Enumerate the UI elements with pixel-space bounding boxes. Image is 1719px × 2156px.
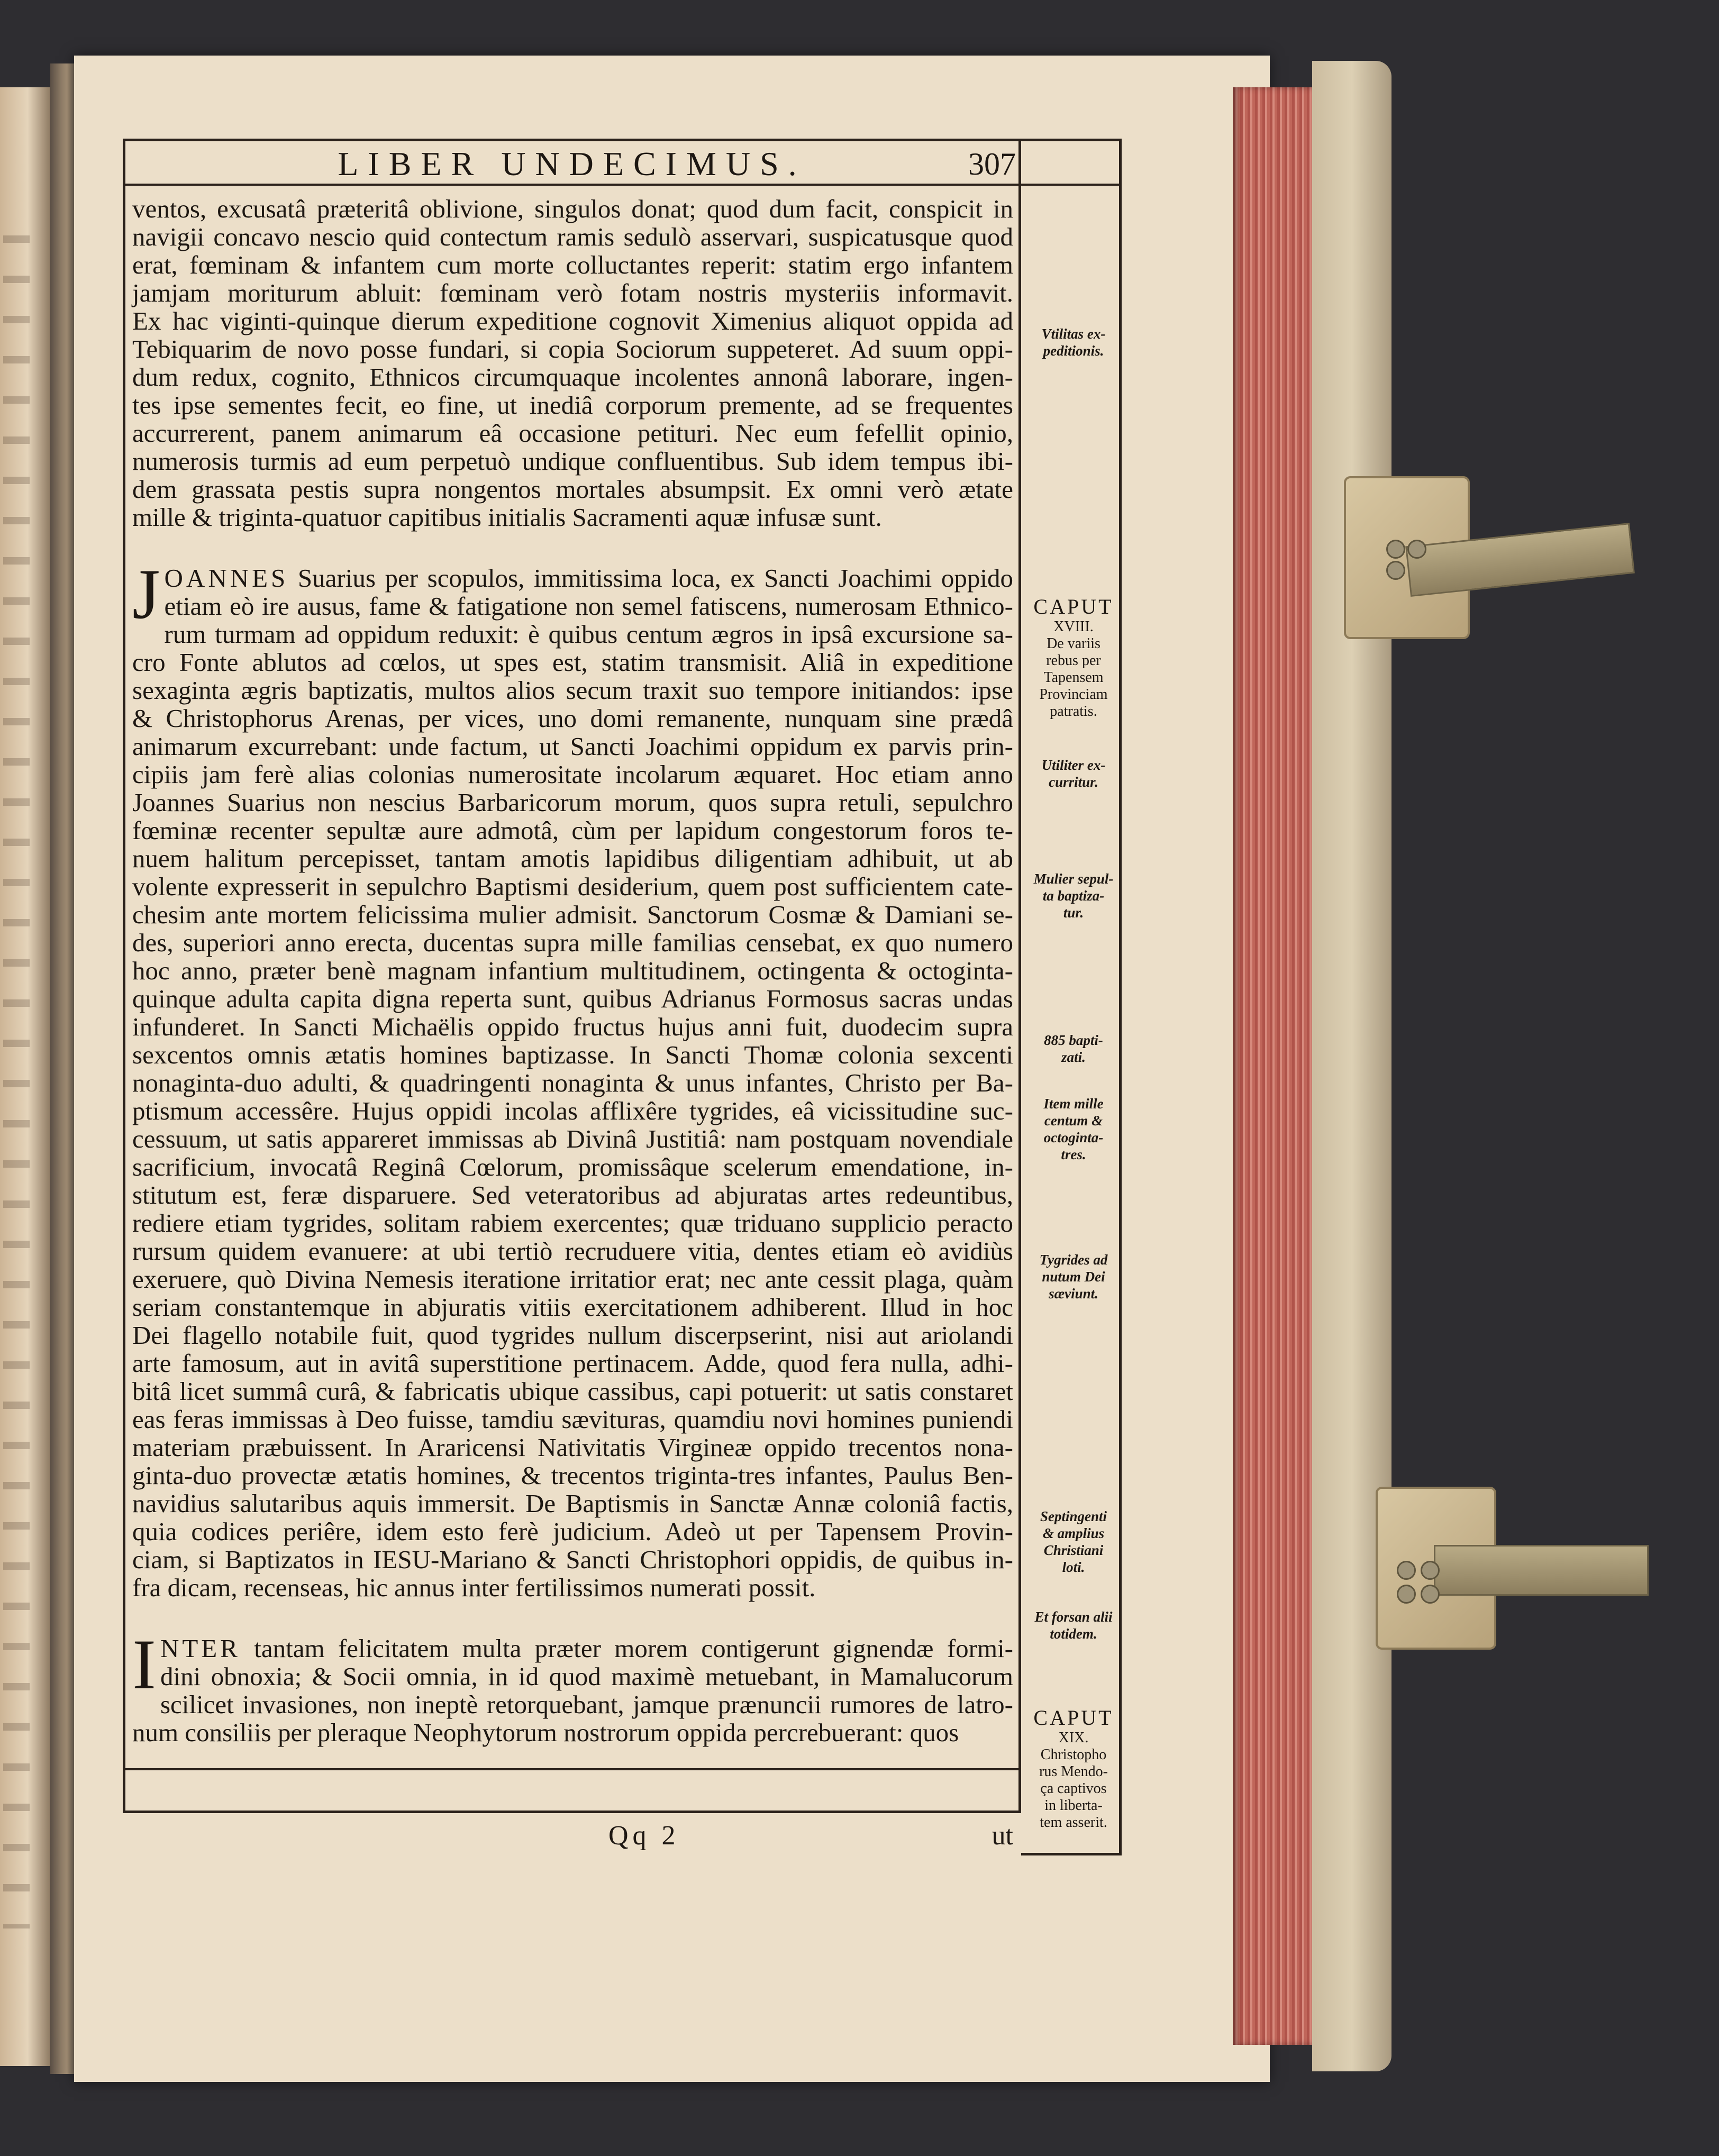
paragraph <box>132 195 1013 531</box>
marginal-note-line: Item mille <box>1043 1096 1104 1112</box>
marginal-note-line: Tygrides ad <box>1039 1252 1108 1268</box>
text-line: stitutum est, feræ disparuere. Sed veteratoribus ad abjuratas artes redeuntibus, <box>132 1180 1013 1209</box>
text-line: des, superiori anno erecta, ducentas supra mille familias censebat, ex quo numero <box>132 928 1013 957</box>
text-line: fra dicam, recenseas, hic annus inter fertilissimos numerati possit. <box>132 1573 816 1602</box>
marginal-note-line: CAPUT <box>1033 595 1114 618</box>
text-line: quia codices periêre, idem esto ferè judicium. Adeò ut per Tapensem Provin- <box>132 1517 1013 1546</box>
text-line: mille & triginta-quatuor capitibus initialis Sacramenti aquæ infusæ sunt. <box>132 503 882 532</box>
marginal-note <box>1026 1706 1121 1831</box>
marginal-note-line: tem asserit. <box>1040 1814 1107 1831</box>
clasp-rivet <box>1386 561 1405 580</box>
marginal-note-line: tres. <box>1061 1147 1086 1162</box>
text-line <box>132 564 1013 592</box>
clasp-rivet <box>1386 540 1405 559</box>
marginal-note-line: Tapensem <box>1043 669 1104 686</box>
text-line: cessuum, ut satis appareret immissas ab Divinâ Justitiâ: nam postquam novendiale <box>132 1124 1013 1153</box>
text-line: sexcentos omnis ætatis homines baptizasse. In Sancti Thomæ colonia sexcenti <box>132 1040 1013 1069</box>
text-line: fœminæ recenter sepultæ aure admotâ, cùm per lapidum congestorum foros te- <box>132 816 1013 845</box>
marginal-note-line: nutum Dei <box>1042 1269 1105 1285</box>
marginal-note-line: totidem. <box>1050 1626 1097 1642</box>
catchword: ut <box>992 1821 1013 1851</box>
marginal-note-line: tur. <box>1063 905 1084 921</box>
paragraph <box>132 1625 1013 1747</box>
marginal-note <box>1026 1095 1121 1163</box>
text-line: dini obnoxia; & Socii omnia, in id quod maximè metuebant, in Mamalucorum <box>160 1662 1013 1691</box>
small-caps-word: NTER <box>160 1634 241 1663</box>
text-line: rediere etiam tygrides, solitam rabiem exercentes; quæ triduano supplicio peracto <box>132 1208 1013 1238</box>
text-line: accurrerent, panem animarum eâ occasione petituri. Nec eum fefellit opinio, <box>132 419 1013 448</box>
text-line: hoc anno, præter benè magnam infantium multitudinem, octingenta & octoginta- <box>132 956 1013 985</box>
text-line: sexaginta ægris baptizatis, multos alios secum traxit suo tempore initiandos: ipse <box>132 676 1013 705</box>
text-line: arte famosum, aut in avitâ superstitione pertinacem. Adde, quod fera nulla, adhi- <box>132 1349 1013 1378</box>
marginal-note-line: De variis <box>1047 635 1100 652</box>
marginal-note-line: Christiani <box>1043 1542 1104 1558</box>
marginal-note-line: octoginta- <box>1043 1130 1104 1145</box>
marginal-note <box>1026 325 1121 359</box>
text-line: volente expresserit in sepulchro Baptismi desiderium, quem post sufficientem cate- <box>132 872 1013 901</box>
marginal-note-line: Christopho <box>1040 1746 1107 1763</box>
text-line: dem grassata pestis supra nongentos mortales absumpsit. Ex omni verò ætate <box>132 475 1013 504</box>
marginal-note-line: XVIII. <box>1053 618 1094 635</box>
line-text: tantam felicitatem multa præter morem contigerunt gignendæ formi- <box>240 1634 1013 1663</box>
text-line: rum turmam ad oppidum reduxit: è quibus centum ægros in ipsâ excursione sa- <box>164 620 1013 649</box>
text-line: bitâ licet summâ curâ, & fabricatis ubique cassibus, capi potuerit: ut satis constaret <box>132 1377 1013 1406</box>
text-line: Tebiquarim de novo posse fundari, si copia Sociorum suppeteret. Ad suum oppi- <box>132 334 1013 363</box>
signature-mark: Qq 2 <box>608 1821 680 1851</box>
marginal-note-line: Septingenti <box>1040 1508 1107 1524</box>
marginal-note-line: Utiliter ex- <box>1041 757 1106 773</box>
page-footer <box>132 1820 1013 1857</box>
marginal-note <box>1026 595 1121 720</box>
marginal-note-line: sæviunt. <box>1049 1286 1098 1302</box>
marginal-note-line: in liberta- <box>1044 1797 1103 1814</box>
text-line: navidius salutaribus aquis immersit. De Baptismis in Sanctæ Annæ coloniâ factis, <box>132 1489 1013 1518</box>
text-line: nuem halitum percepisset, tantam amotis lapidibus diligentiam adhibuit, ut ab <box>132 844 1013 873</box>
marginal-note-line: ça captivos <box>1040 1780 1107 1797</box>
text-line: ptismum accessêre. Hujus oppidi incolas afflixêre tygrides, eâ vicissitudine suc- <box>132 1096 1013 1125</box>
clasp-top <box>1344 476 1640 656</box>
text-line: eas feras immissas à Deo fuisse, tamdiu sævituras, quamdiu novi homines puniendi <box>132 1405 1013 1434</box>
marginal-note-line: 885 bapti- <box>1044 1032 1103 1048</box>
foot-rule <box>125 1768 1018 1770</box>
text-line: ciam, si Baptizatos in IESU-Mariano & Sancti Christophori oppidis, de quibus in- <box>132 1545 1013 1574</box>
clasp-strap <box>1434 1545 1649 1596</box>
text-line: ventos, excusatâ præteritâ oblivione, singulos donat; quod dum facit, conspicit in <box>132 194 1013 223</box>
text-line: nonaginta-duo adulti, & quadringenti nonaginta & unus infantes, Christo per Ba- <box>132 1068 1013 1097</box>
marginal-note <box>1026 1251 1121 1302</box>
text-line: materiam præbuissent. In Araricensi Nativitatis Virgineæ oppido trecentos nona- <box>132 1433 1013 1462</box>
marginal-note-line: Vtilitas ex- <box>1041 326 1106 342</box>
line-text: Suarius per scopulos, immitissima loca, ex Sancti Joachimi oppido <box>288 563 1013 593</box>
text-line: & Christophorus Arenas, per vices, uno domi remanente, nunquam sine prædâ <box>132 704 1013 733</box>
marginal-note <box>1026 1608 1121 1642</box>
marginal-note-line: peditionis. <box>1043 343 1104 359</box>
marginal-notes-frame <box>1021 139 1122 1855</box>
page-number: 307 <box>968 147 1016 181</box>
text-line: infunderet. In Sancti Michaëlis oppido fructus hujus anni fuit, duodecim supra <box>132 1012 1013 1041</box>
text-line: cipiis jam ferè alias colonias numerositate incolarum æquaret. Hoc etiam anno <box>132 760 1013 789</box>
small-caps-word: OANNES <box>164 563 289 593</box>
text-line: Joannes Suarius non nescius Barbaricorum morum, quos supra retuli, sepulchro <box>132 788 1013 817</box>
previous-page-edge <box>0 87 50 2066</box>
marginal-note-line: zati. <box>1061 1049 1086 1065</box>
previous-page-text-fragment <box>3 235 30 1928</box>
text-line: animarum excurrebant: unde factum, ut Sancti Joachimi oppidum ex parvis prin- <box>132 732 1013 761</box>
text-line: exeruere, quò Divina Nemesis iteratione irritatior erat; nec ante cessit plaga, quàm <box>132 1265 1013 1294</box>
text-line: rursum quidem evanuere: at ubi tertiò recruduere vitia, dentes etiam eò avidiùs <box>132 1236 1013 1266</box>
clasp-rivet <box>1421 1561 1440 1580</box>
text-line: navigii concavo nescio quid contectum ramis sedulò asservari, suspicatusque quod <box>132 222 1013 251</box>
marginal-note <box>1026 870 1121 921</box>
clasp-rivet <box>1397 1585 1416 1604</box>
marginal-note-line: ta baptiza- <box>1042 888 1105 904</box>
text-line: scilicet invasiones, non ineptè retorquebant, jamque prænuncii rumores de latro- <box>160 1690 1013 1719</box>
clasp-rivet <box>1397 1561 1416 1580</box>
marginal-note <box>1026 1508 1121 1576</box>
text-line: seriam constantemque in abjuratis vitiis exercitationem adhiberent. Illud in hoc <box>132 1293 1013 1322</box>
marginal-note-line: loti. <box>1062 1559 1085 1575</box>
text-line: num consiliis per pleraque Neophytorum nostrorum oppida percrebuerant: quos <box>132 1718 959 1747</box>
text-line: ginta-duo provectæ ætatis homines, & trecentos triginta-tres infantes, Paulus Ben- <box>132 1461 1013 1490</box>
margin-head-rule <box>1021 184 1119 186</box>
red-fore-edge <box>1233 87 1312 2045</box>
text-line: etiam eò ire ausus, fame & fatigatione non semel fatiscens, numerosam Ethnico- <box>164 592 1013 621</box>
paragraph <box>132 555 1013 1602</box>
text-line: Dei flagello notabile fuit, quod tygrides nullum discerpserint, nisi aut ariolandi <box>132 1321 1013 1350</box>
clasp-bottom <box>1376 1487 1651 1667</box>
marginal-note-line: CAPUT <box>1033 1706 1114 1730</box>
marginal-note-line: & amplius <box>1042 1525 1105 1541</box>
clasp-rivet <box>1407 540 1426 559</box>
marginal-note-line: patratis. <box>1050 703 1097 720</box>
marginal-note <box>1026 1032 1121 1066</box>
clasp-rivet <box>1421 1585 1440 1604</box>
text-line: Ex hac viginti-quinque dierum expeditione cognovit Ximenius aliquot oppida ad <box>132 306 1013 335</box>
text-line: sacrificium, invocatâ Reginâ Cœlorum, promissâque scelerum emendatione, in- <box>132 1152 1013 1181</box>
marginal-note-line: curritur. <box>1049 774 1098 790</box>
text-line: quinque adulta capita digna reperta sunt, quibus Adrianus Formosus sacras undas <box>132 984 1013 1013</box>
text-line: erat, fœminam & infantem cum morte colluctantes reperit: statim ergo infantem <box>132 250 1013 279</box>
text-line: numerosis turmis ad eum perpetuò undique confluentibus. Sub idem tempus ibi- <box>132 447 1013 476</box>
body-text <box>132 195 1013 1746</box>
marginal-note <box>1026 757 1121 790</box>
text-line <box>132 1634 1013 1662</box>
marginal-note-line: Mulier sepul- <box>1033 871 1114 887</box>
marginal-note-line: XIX. <box>1058 1730 1089 1746</box>
vellum-cover <box>1312 61 1391 2071</box>
drop-cap: I <box>132 1625 156 1704</box>
marginal-note-line: rebus per <box>1046 652 1101 669</box>
running-head: LIBER UNDECIMUS. <box>338 145 806 183</box>
text-line: cro Fonte ablutos ad cœlos, ut spes est, statim transmisit. Aliâ in expeditione <box>132 648 1013 677</box>
text-line: dum redux, cognito, Ethnicos circumquaque incolentes annonâ laborare, ingen- <box>132 362 1013 392</box>
marginal-note-line: Provinciam <box>1039 686 1108 703</box>
drop-cap: J <box>132 555 160 634</box>
marginal-note-line: Et forsan alii <box>1034 1609 1113 1625</box>
text-line: tes ipse sementes fecit, eo fine, ut inediâ corporum premente, ad se frequentes <box>132 390 1013 420</box>
text-line: jamjam moriturum abluit: fœminam verò fotam nostris mysteriis informavit. <box>132 278 1013 307</box>
marginal-note-line: rus Mendo- <box>1039 1763 1108 1780</box>
text-line: chesim ante mortem felicissima mulier admisit. Sanctorum Cosmæ & Damiani se- <box>132 900 1013 929</box>
marginal-note-line: centum & <box>1044 1113 1103 1129</box>
